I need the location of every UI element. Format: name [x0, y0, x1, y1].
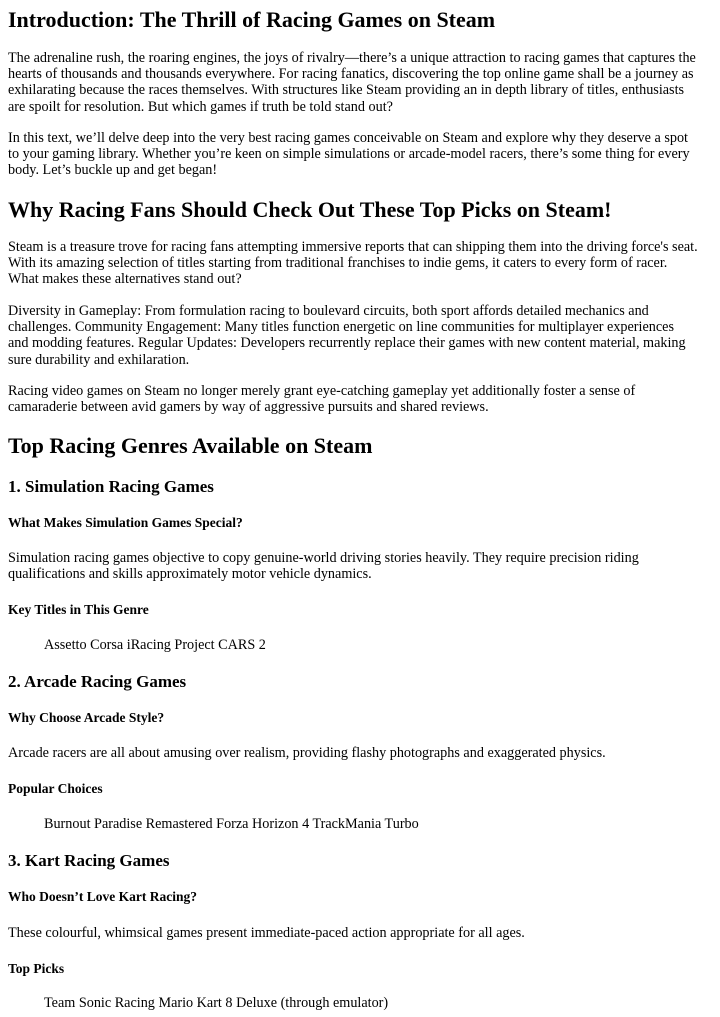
text-line: Diversity in Gameplay: From formulation racing to boulevard circuits, both sport affords detailed mechanics and [8, 303, 649, 319]
text-line: Racing video games on Steam no longer merely grant eye-catching gameplay yet additionally foster a sense of [8, 383, 636, 399]
text-line: With its amazing selection of titles starting from traditional franchises to indie gems, it caters to every form of racer. [8, 255, 668, 272]
simulation-paragraph [8, 550, 639, 582]
why-paragraph-1 [8, 239, 698, 288]
arcade-paragraph: Arcade racers are all about amusing over realism, providing flashy photographs and exaggerated physics. [8, 745, 606, 761]
simulation-heading: 1. Simulation Racing Games [8, 477, 214, 496]
text-line: and modding features. Regular Updates: Developers recurrently replace their games with new content material, making [8, 335, 686, 352]
simulation-subheading: What Makes Simulation Games Special? [8, 515, 243, 530]
simulation-titles-heading: Key Titles in This Genre [8, 602, 149, 617]
text-line: challenges. Community Engagement: Many titles function energetic on line communities for multiplayer experiences [8, 319, 674, 336]
text-line: exhilarating because the races themselves. With structures like Steam providing an in depth library of titles, enthusiasts [8, 82, 685, 99]
kart-picks-list: Team Sonic Racing Mario Kart 8 Deluxe (through emulator) [44, 995, 389, 1011]
kart-heading: 3. Kart Racing Games [8, 851, 170, 870]
arcade-heading: 2. Arcade Racing Games [8, 672, 187, 691]
arcade-choices-heading: Popular Choices [8, 781, 103, 796]
kart-picks-heading: Top Picks [8, 961, 65, 976]
simulation-titles-list: Assetto Corsa iRacing Project CARS 2 [44, 637, 266, 653]
text-line: are spoilt for resolution. But which games if truth be told stand out? [8, 98, 393, 115]
intro-heading: Introduction: The Thrill of Racing Games on Steam [8, 7, 496, 32]
arcade-choices-list: Burnout Paradise Remastered Forza Horizon 4 TrackMania Turbo [44, 816, 419, 832]
kart-paragraph: These colourful, whimsical games present immediate-paced action appropriate for all ages. [8, 925, 525, 941]
text-line: camaraderie between avid gamers by way of aggressive pursuits and shared reviews. [8, 399, 489, 416]
text-line: body. Let’s buckle up and get began! [8, 162, 218, 179]
intro-paragraph-2 [8, 130, 690, 179]
intro-paragraph-1 [8, 50, 696, 115]
arcade-subheading: Why Choose Arcade Style? [8, 710, 165, 725]
text-line: In this text, we’ll delve deep into the very best racing games conceivable on Steam and explore why they deserve a spot [8, 130, 688, 146]
text-line: hearts of thousands and thousands everywhere. For racing fanatics, discovering the top online game shall be a journey as [8, 66, 694, 83]
text-line: Steam is a treasure trove for racing fans attempting immersive reports that can shipping them into the driving force's seat. [8, 239, 698, 255]
why-paragraph-3 [8, 383, 635, 415]
kart-subheading: Who Doesn’t Love Kart Racing? [8, 889, 197, 904]
why-paragraph-2 [8, 303, 686, 368]
genres-heading: Top Racing Genres Available on Steam [8, 433, 373, 458]
text-line: to your gaming library. Whether you’re keen on simple simulations or arcade-model racers, there’s some thing for every [8, 146, 690, 163]
text-line: What makes these alternatives stand out? [8, 271, 242, 288]
text-line: Simulation racing games objective to copy genuine-world driving stories heavily. They require precision riding [8, 550, 639, 566]
text-line: The adrenaline rush, the roaring engines, the joys of rivalry—there’s a unique attraction to racing games that captures the [8, 50, 696, 66]
text-line: qualifications and skills approximately motor vehicle dynamics. [8, 566, 372, 583]
text-line: sure durability and exhilaration. [8, 351, 190, 368]
why-heading: Why Racing Fans Should Check Out These Top Picks on Steam! [8, 197, 612, 222]
